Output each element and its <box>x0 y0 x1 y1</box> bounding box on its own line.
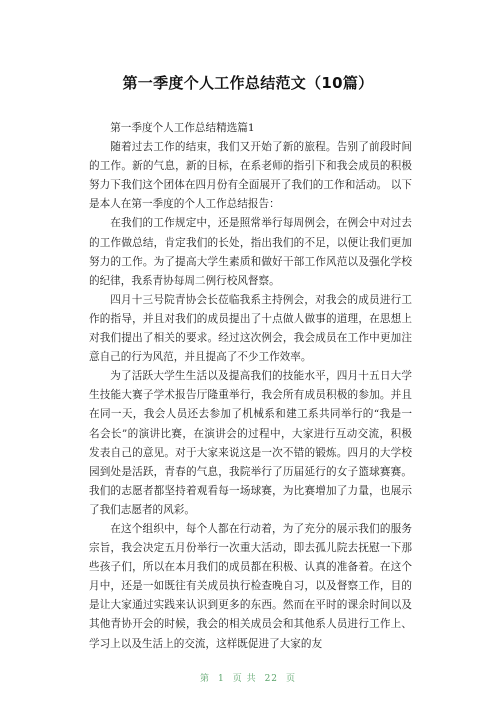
section-heading: 第一季度个人工作总结精选篇1 <box>110 122 255 134</box>
document-title: 第一季度个人工作总结范文（10篇） <box>122 74 374 92</box>
page-footer <box>0 671 496 684</box>
current-page-number: 1 <box>217 674 225 684</box>
document-body <box>89 119 412 654</box>
body-paragraph: 随着过去工作的结束，我们又开始了新的旅程。告别了前段时间的工作。新的气息，新的目标，在系老师的指引下和我会成员的积极努力下我们这个团体在四月份有全面展开了我们的工作和活动。 以下是本人在第一季度的个人工作总结报告： <box>89 141 412 211</box>
body-paragraph: 在我们的工作规定中，还是照常举行每周例会，在例会中对过去的工作做总结，肯定我们的长处，指出我们的不足，以便让我们更加努力的工作。为了提高大学生素质和做好干部工作风范以及强化学校的纪律，我系青协每周二例行校风督察。 <box>89 217 412 287</box>
body-paragraph: 在这个组织中，每个人都在行动着，为了充分的展示我们的服务宗旨，我会决定五月份举行一次重大活动，即去孤儿院去抚慰一下那些孩子们，所以在本月我们的成员都在积极、认真的准备着。在这个月中，还是一如既往有关成员执行检查晚自习，以及督察工作，目的是让大家通过实践来认识到更多的东西。然而在平时的课余时间以及其他青协开会的时候，我会的相关成员会和其他系人员进行工作上、学习上以及生活上的交流，这样既促进了大家的友 <box>89 522 412 650</box>
body-paragraph: 为了活跃大学生生活以及提高我们的技能水平，四月十五日大学生技能大赛子学术报告厅隆重举行，我会所有成员积极的参加。并且在同一天，我会人员还去参加了机械系和建工系共同举行的“我是一名会长”的演讲比赛，在演讲会的过程中，大家进行互动交流，积极发表自己的意见。对于大家来说这是一次不错的锻炼。四月的大学校园到处是活跃，青春的气息，我院举行了历届延行的女子篮球赛赛。我们的志愿者都坚持着观看每一场球赛，为比赛增加了力量，也展示了我们志愿者的风彩。 <box>89 370 412 516</box>
footer-label-pages: 页 <box>286 674 297 684</box>
footer-label-page: 第 <box>199 674 210 684</box>
total-pages-number: 22 <box>264 674 279 684</box>
body-paragraph: 四月十三号院青协会长莅临我系主持例会，对我会的成员进行工作的指导，并且对我们的成员提出了十点做人做事的道理，在思想上对我们提出了相关的要求。经过这次例会，我会成员在工作中更加注意自己的行为风范，并且提高了不少工作效率。 <box>89 293 412 364</box>
footer-label-of: 页 共 <box>232 674 257 684</box>
